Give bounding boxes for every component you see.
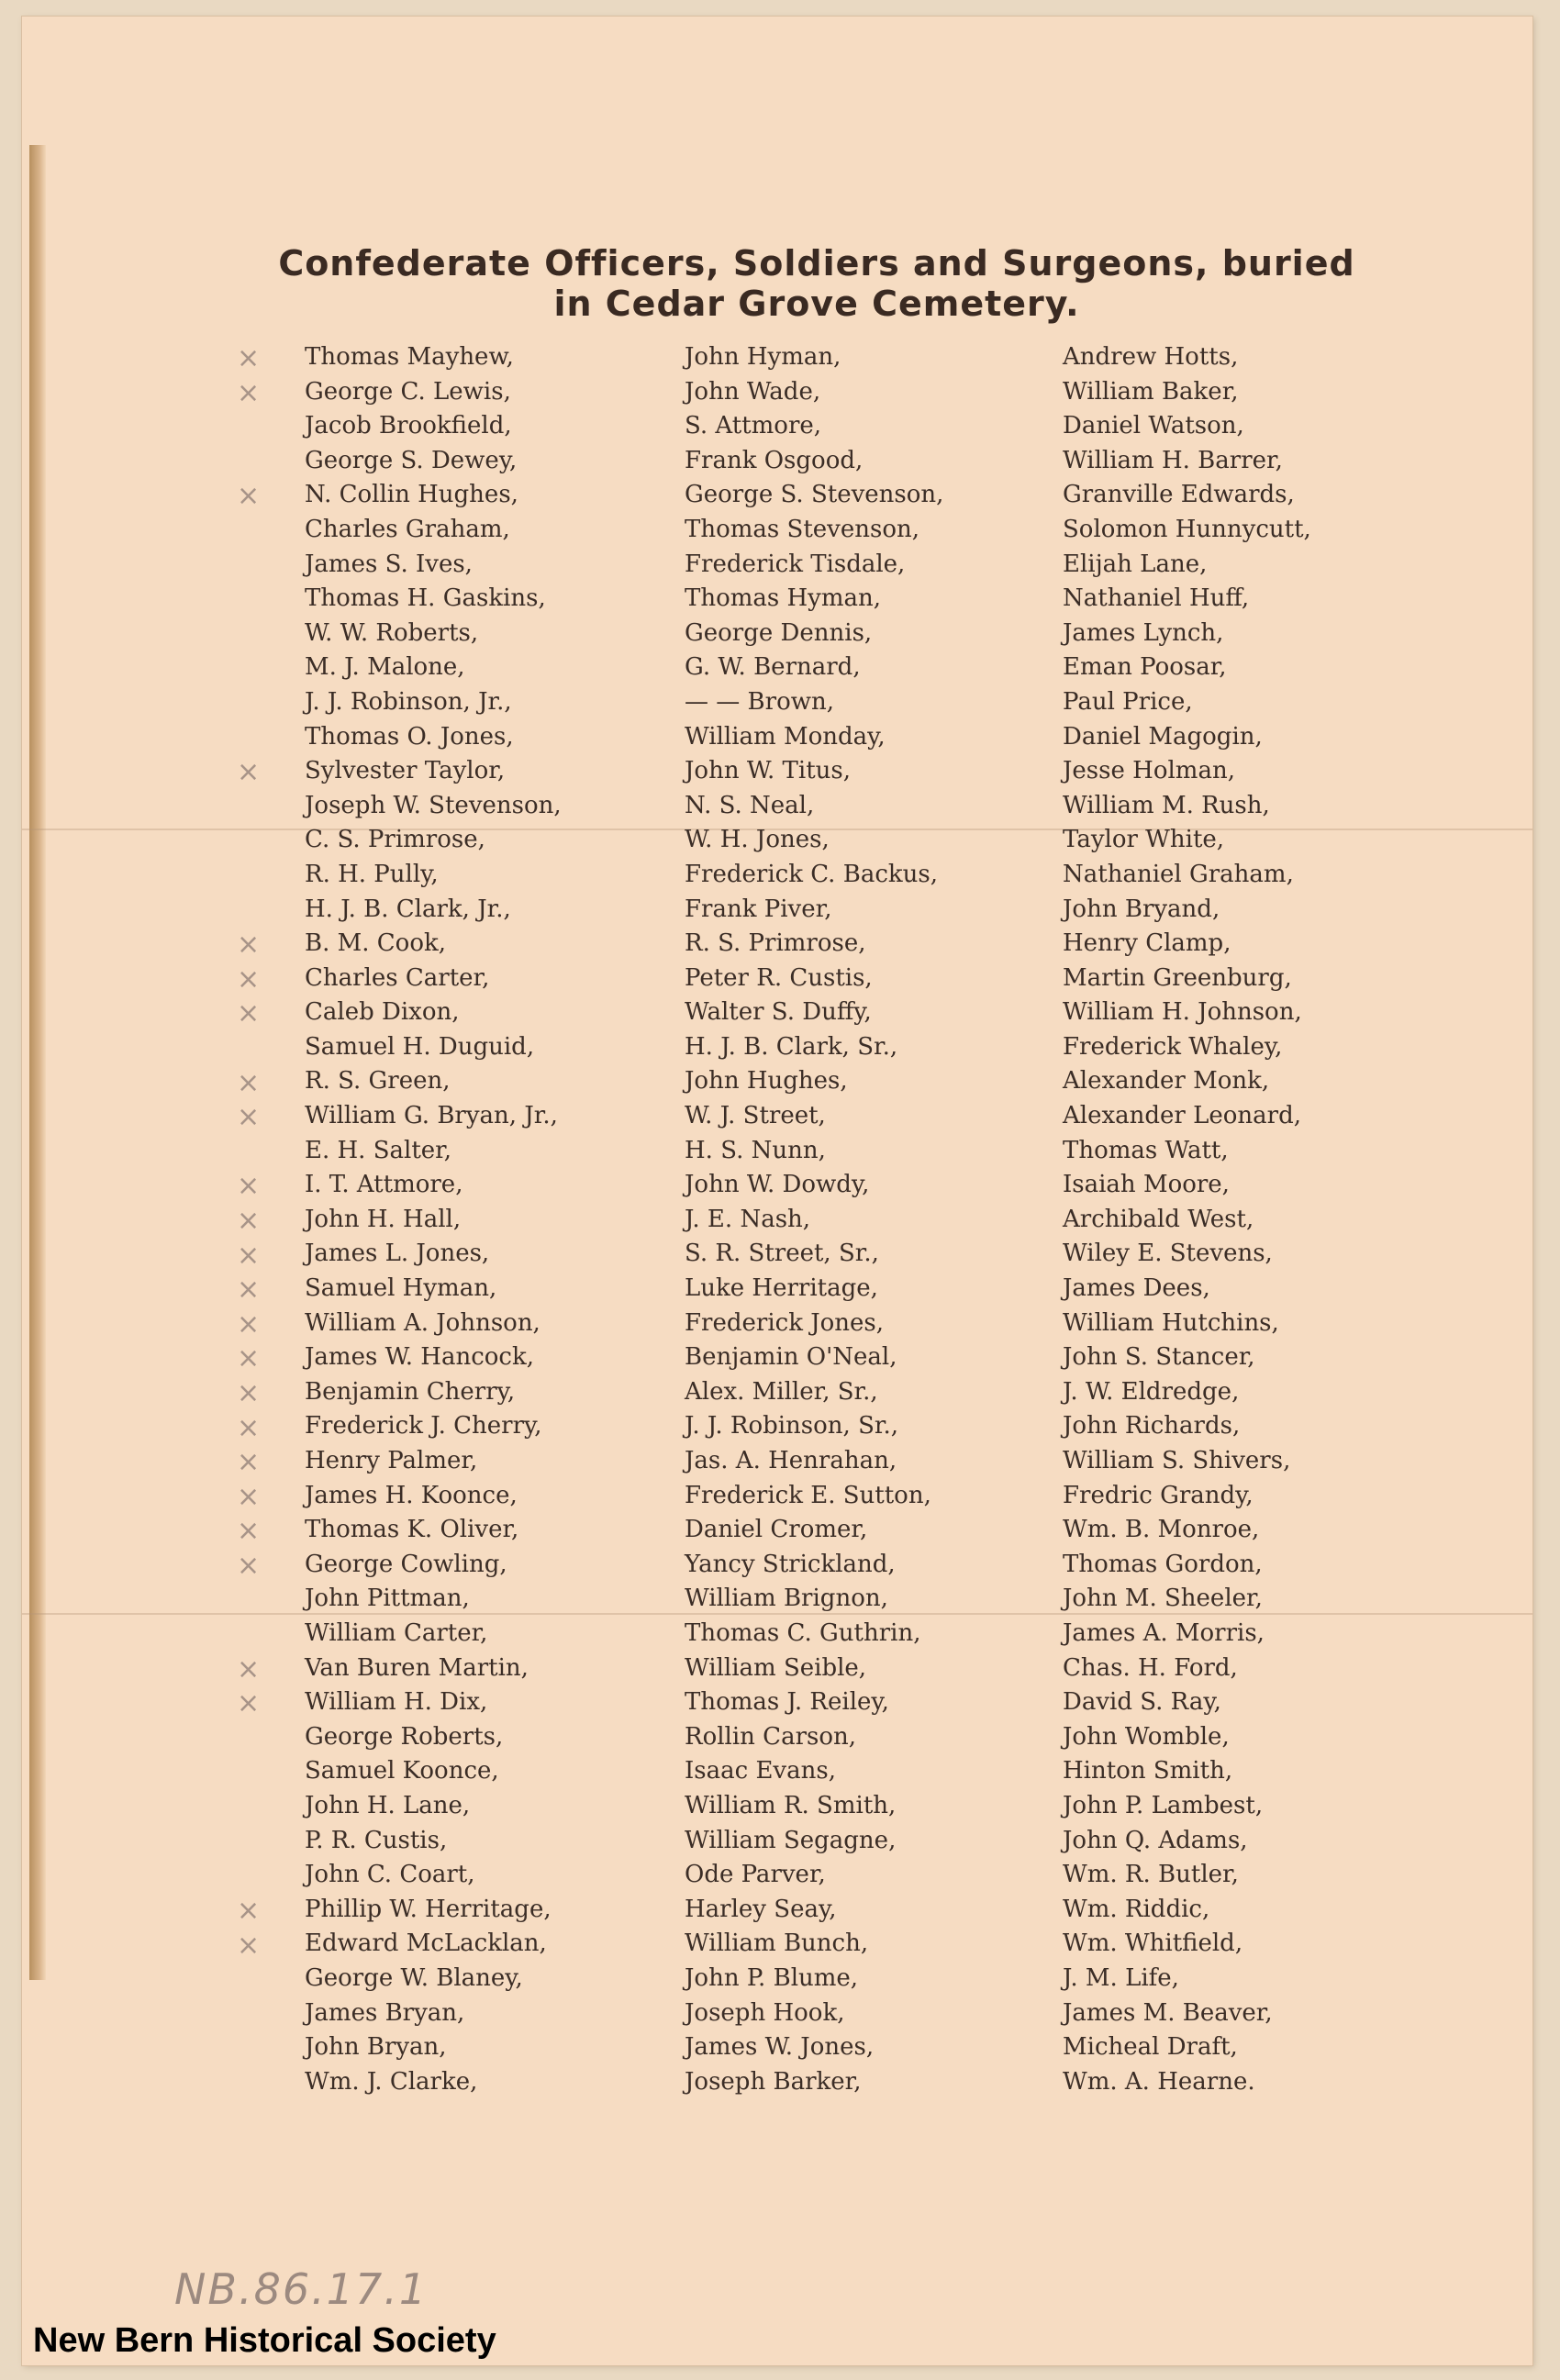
name-entry: John Hyman,	[685, 343, 841, 371]
name-entry: William H. Dix,	[305, 1688, 488, 1717]
name-entry: — — Brown,	[685, 687, 834, 716]
name-entry: Martin Greenburg,	[1063, 963, 1292, 992]
name-entry: James L. Jones,	[305, 1240, 490, 1268]
name-entry: Wm. B. Monroe,	[1063, 1516, 1260, 1544]
name-entry: Caleb Dixon,	[305, 998, 460, 1027]
name-entry: Thomas Mayhew,	[305, 343, 514, 371]
pencil-mark: ×	[237, 1342, 261, 1375]
name-entry: Micheal Draft,	[1063, 2033, 1238, 2062]
name-entry: Benjamin O'Neal,	[685, 1343, 897, 1372]
name-entry: John P. Lambest,	[1063, 1791, 1264, 1819]
name-entry: B. M. Cook,	[305, 929, 447, 958]
name-entry: Charles Carter,	[305, 963, 490, 992]
names-column-2	[685, 340, 1052, 2099]
name-entry: John C. Coart,	[305, 1861, 475, 1889]
pencil-mark: ×	[237, 1411, 261, 1444]
name-entry: Wm. Whitfield,	[1063, 1930, 1243, 1958]
pencil-mark: ×	[237, 342, 261, 374]
name-entry: George W. Blaney,	[305, 1963, 523, 1992]
accession-number: NB.86.17.1	[174, 2264, 429, 2314]
name-entry: Phillip W. Herritage,	[305, 1895, 552, 1923]
pencil-mark: ×	[237, 929, 261, 962]
name-entry: J. J. Robinson, Sr.,	[685, 1412, 898, 1440]
name-entry: Frederick C. Backus,	[685, 860, 938, 888]
name-entry: S. Attmore,	[685, 412, 822, 440]
pencil-mark: ×	[237, 1239, 261, 1272]
name-entry: Henry Clamp,	[1063, 929, 1231, 958]
name-entry: George Dennis,	[685, 618, 873, 647]
name-entry: Archibald West,	[1063, 1205, 1254, 1233]
name-entry: Samuel Koonce,	[305, 1757, 499, 1785]
name-entry: Nathaniel Graham,	[1063, 860, 1294, 888]
name-entry: P. R. Custis,	[305, 1826, 448, 1854]
name-entry: James A. Morris,	[1063, 1618, 1265, 1647]
title-line-2: in Cedar Grove Cemetery.	[553, 284, 1080, 324]
name-entry: Frederick J. Cherry,	[305, 1412, 542, 1440]
name-entry: William Brignon,	[685, 1585, 888, 1613]
name-entry: Joseph Hook,	[685, 1998, 845, 2027]
name-entry: Frank Osgood,	[685, 446, 864, 474]
name-entry: John Bryan,	[305, 2033, 447, 2062]
name-entry: John H. Lane,	[305, 1791, 471, 1819]
name-entry: John P. Blume,	[685, 1963, 859, 1992]
name-entry: Thomas H. Gaskins,	[305, 584, 546, 613]
name-entry: Isaac Evans,	[685, 1757, 836, 1785]
name-entry: Jas. A. Henrahan,	[685, 1447, 897, 1474]
name-entry: Thomas Stevenson,	[685, 515, 919, 543]
name-entry: Daniel Magogin,	[1063, 722, 1263, 751]
name-entry: Van Buren Martin,	[305, 1653, 529, 1682]
pencil-mark: ×	[237, 1101, 261, 1134]
name-entry: George Cowling,	[305, 1550, 507, 1578]
name-entry: Thomas J. Reiley,	[685, 1688, 889, 1717]
name-entry: John M. Sheeler,	[1063, 1585, 1263, 1613]
pencil-mark: ×	[237, 376, 261, 409]
names-column-3	[1063, 340, 1430, 2099]
name-entry: Jacob Brookfield,	[305, 412, 512, 440]
name-entry: Harley Seay,	[685, 1895, 837, 1923]
name-entry: William M. Rush,	[1063, 791, 1270, 819]
name-entry: Benjamin Cherry,	[305, 1377, 516, 1406]
name-entry: Fredric Grandy,	[1063, 1481, 1254, 1509]
name-entry: John S. Stancer,	[1063, 1343, 1255, 1372]
name-entry: George C. Lewis,	[305, 377, 511, 406]
pencil-mark: ×	[237, 1066, 261, 1099]
pencil-mark: ×	[237, 1895, 261, 1927]
name-entry: Alex. Miller, Sr.,	[685, 1377, 878, 1406]
name-entry: George Roberts,	[305, 1722, 504, 1751]
name-entry: David S. Ray,	[1063, 1688, 1221, 1717]
footer-label: New Bern Historical Society	[33, 2321, 496, 2360]
name-entry: Frederick Tisdale,	[685, 550, 906, 578]
name-entry: Andrew Hotts,	[1063, 343, 1239, 371]
name-entry: William Seible,	[685, 1653, 867, 1682]
name-entry: Thomas K. Oliver,	[305, 1516, 519, 1544]
name-entry: Chas. H. Ford,	[1063, 1653, 1238, 1682]
name-entry: N. Collin Hughes,	[305, 481, 518, 509]
name-entry: James Lynch,	[1063, 618, 1224, 647]
pencil-mark: ×	[237, 1273, 261, 1307]
name-entry: I. T. Attmore,	[305, 1171, 463, 1199]
paper-edge	[29, 145, 46, 1980]
name-entry: George S. Dewey,	[305, 446, 518, 474]
name-entry: William Hutchins,	[1063, 1308, 1279, 1337]
pencil-mark: ×	[237, 756, 261, 789]
name-entry: Elijah Lane,	[1063, 550, 1208, 578]
name-entry: William Baker,	[1063, 377, 1239, 406]
name-entry: Samuel H. Duguid,	[305, 1032, 535, 1061]
name-entry: Paul Price,	[1063, 687, 1193, 716]
name-entry: Solomon Hunnycutt,	[1063, 515, 1311, 543]
name-entry: William R. Smith,	[685, 1791, 897, 1819]
name-entry: James W. Jones,	[685, 2033, 875, 2062]
name-entry: John Womble,	[1063, 1722, 1230, 1751]
name-entry: Thomas C. Guthrin,	[685, 1618, 921, 1647]
name-entry: William S. Shivers,	[1063, 1447, 1291, 1474]
name-entry: J. W. Eldredge,	[1063, 1377, 1240, 1406]
name-entry: William A. Johnson,	[305, 1308, 540, 1337]
name-entry: N. S. Neal,	[685, 791, 815, 819]
name-entry: Nathaniel Huff,	[1063, 584, 1250, 613]
pencil-mark: ×	[237, 1307, 261, 1340]
pencil-mark: ×	[237, 1480, 261, 1513]
pencil-mark: ×	[237, 962, 261, 995]
name-entry: Granville Edwards,	[1063, 481, 1295, 509]
name-entry: H. J. B. Clark, Sr.,	[685, 1032, 898, 1061]
name-entry: William H. Barrer,	[1063, 446, 1283, 474]
name-entry: W. J. Street,	[685, 1102, 826, 1130]
name-entry: Walter S. Duffy,	[685, 998, 872, 1027]
name-entry: John Wade,	[685, 377, 821, 406]
name-entry: William Monday,	[685, 722, 886, 751]
name-entry: R. S. Primrose,	[685, 929, 866, 958]
pencil-mark: ×	[237, 480, 261, 513]
name-entry: Ode Parver,	[685, 1861, 826, 1889]
name-entry: Alexander Leonard,	[1063, 1102, 1301, 1130]
name-entry: Wiley E. Stevens,	[1063, 1240, 1273, 1268]
name-entry: Samuel Hyman,	[305, 1274, 497, 1303]
name-entry: Frank Piver,	[685, 895, 832, 923]
title-line-1: Confederate Officers, Soldiers and Surgeons, buried	[278, 243, 1355, 284]
name-entry: Wm. Riddic,	[1063, 1895, 1210, 1923]
name-entry: Thomas Gordon,	[1063, 1550, 1263, 1578]
name-entry: Joseph W. Stevenson,	[305, 791, 562, 819]
name-entry: Luke Herritage,	[685, 1274, 878, 1303]
name-entry: Peter R. Custis,	[685, 963, 873, 992]
name-entry: John W. Dowdy,	[685, 1171, 870, 1199]
name-entry: Rollin Carson,	[685, 1722, 857, 1751]
pencil-mark: ×	[237, 1929, 261, 1962]
name-entry: Alexander Monk,	[1063, 1067, 1270, 1095]
name-entry: R. H. Pully,	[305, 860, 439, 888]
name-entry: Daniel Cromer,	[685, 1516, 868, 1544]
name-entry: George S. Stevenson,	[685, 481, 944, 509]
name-entry: Taylor White,	[1063, 826, 1225, 854]
name-entry: Edward McLacklan,	[305, 1930, 547, 1958]
name-entry: James Bryan,	[305, 1998, 465, 2027]
name-entry: John Hughes,	[685, 1067, 848, 1095]
name-entry: James M. Beaver,	[1063, 1998, 1273, 2027]
name-entry: John Richards,	[1063, 1412, 1241, 1440]
name-entry: S. R. Street, Sr.,	[685, 1240, 879, 1268]
name-entry: Wm. J. Clarke,	[305, 2067, 478, 2096]
name-entry: Yancy Strickland,	[685, 1550, 896, 1578]
name-entry: Thomas Hyman,	[685, 584, 882, 613]
name-entry: Frederick E. Sutton,	[685, 1481, 931, 1509]
name-entry: Thomas O. Jones,	[305, 722, 514, 751]
name-entry: J. M. Life,	[1063, 1963, 1179, 1992]
pencil-mark: ×	[237, 1377, 261, 1409]
name-entry: William Segagne,	[685, 1826, 897, 1854]
pencil-mark: ×	[237, 1550, 261, 1582]
name-entry: John Pittman,	[305, 1585, 470, 1613]
name-entry: John W. Titus,	[685, 757, 851, 785]
name-entry: James Dees,	[1063, 1274, 1210, 1303]
name-entry: W. H. Jones,	[685, 826, 830, 854]
name-entry: Isaiah Moore,	[1063, 1171, 1230, 1199]
name-entry: R. S. Green,	[305, 1067, 451, 1095]
name-entry: John Q. Adams,	[1063, 1826, 1248, 1854]
name-entry: James S. Ives,	[305, 550, 473, 578]
name-entry: C. S. Primrose,	[305, 826, 485, 854]
name-entry: William Carter,	[305, 1618, 488, 1647]
name-entry: William G. Bryan, Jr.,	[305, 1102, 558, 1130]
name-entry: G. W. Bernard,	[685, 653, 861, 682]
pencil-mark: ×	[237, 1170, 261, 1203]
name-entry: Wm. A. Hearne.	[1063, 2067, 1255, 2096]
name-entry: Eman Poosar,	[1063, 653, 1227, 682]
name-entry: Charles Graham,	[305, 515, 510, 543]
name-entry: E. H. Salter,	[305, 1136, 452, 1164]
pencil-mark: ×	[237, 1515, 261, 1548]
name-entry: Joseph Barker,	[685, 2067, 862, 2096]
name-entry: Wm. R. Butler,	[1063, 1861, 1239, 1889]
name-entry: James H. Koonce,	[305, 1481, 518, 1509]
pencil-mark: ×	[237, 997, 261, 1030]
name-entry: H. J. B. Clark, Jr.,	[305, 895, 511, 923]
name-entry: J. J. Robinson, Jr.,	[305, 687, 512, 716]
name-entry: Sylvester Taylor,	[305, 757, 506, 785]
name-entry: William H. Johnson,	[1063, 998, 1302, 1027]
name-entry: H. S. Nunn,	[685, 1136, 826, 1164]
names-column-1	[305, 340, 672, 2099]
name-entry: M. J. Malone,	[305, 653, 465, 682]
name-entry: James W. Hancock,	[305, 1343, 534, 1372]
name-entry: Thomas Watt,	[1063, 1136, 1229, 1164]
name-entry: Hinton Smith,	[1063, 1757, 1233, 1785]
name-entry: Daniel Watson,	[1063, 412, 1244, 440]
pencil-mark: ×	[237, 1205, 261, 1237]
name-entry: John H. Hall,	[305, 1205, 462, 1233]
name-entry: Jesse Holman,	[1063, 757, 1235, 785]
name-entry: J. E. Nash,	[685, 1205, 811, 1233]
name-entry: Frederick Jones,	[685, 1308, 885, 1337]
document-title	[266, 243, 1367, 324]
pencil-mark: ×	[237, 1446, 261, 1479]
name-entry: Frederick Whaley,	[1063, 1032, 1283, 1061]
pencil-mark: ×	[237, 1687, 261, 1720]
name-entry: William Bunch,	[685, 1930, 869, 1958]
name-entry: W. W. Roberts,	[305, 618, 479, 647]
pencil-mark: ×	[237, 1652, 261, 1685]
name-entry: John Bryand,	[1063, 895, 1220, 923]
name-entry: Henry Palmer,	[305, 1447, 478, 1474]
